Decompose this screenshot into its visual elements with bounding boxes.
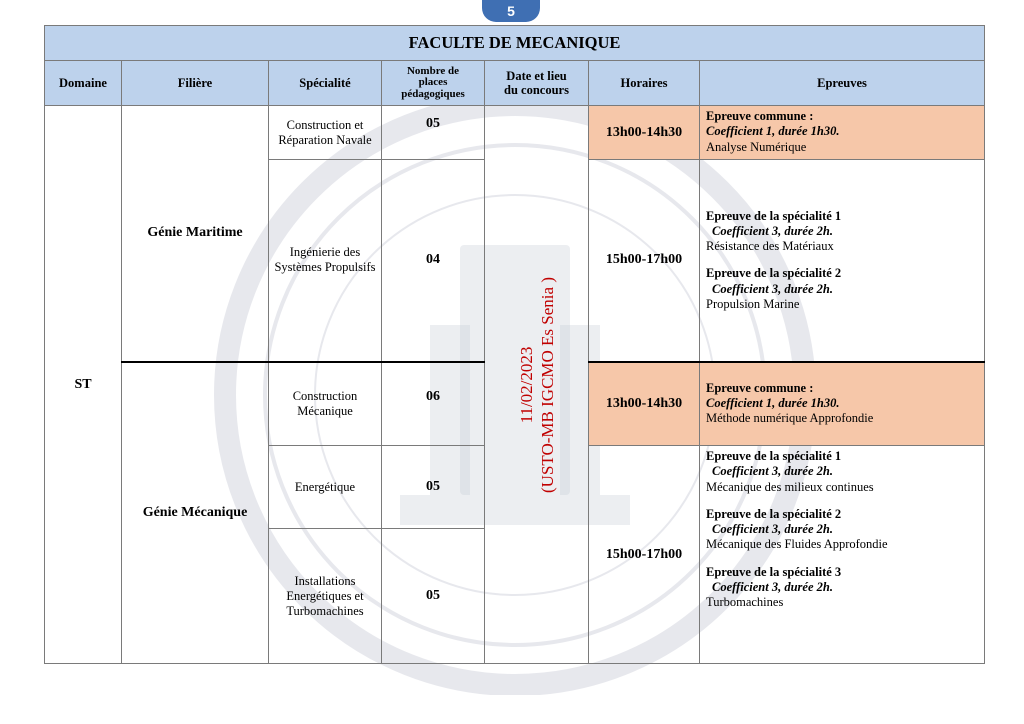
epreuve-block: Epreuve de la spécialité 1 Coefficient 3, durée 2h. Mécanique des milieux continues [706,449,874,494]
domain-cell: ST [45,106,122,664]
places-cell: 04 [382,160,485,362]
exam-schedule-table [44,25,985,664]
faculty-title: FACULTE DE MECANIQUE [45,26,985,61]
header-filiere: Filière [122,61,269,106]
date-lieu-cell [485,106,589,664]
header-places: Nombre de places pédagogiques [382,61,485,106]
header-domaine: Domaine [45,61,122,106]
epreuve-block: Epreuve de la spécialité 1 Coefficient 3, durée 2h. Résistance des Matériaux [706,208,842,253]
epreuve-block: Epreuve de la spécialité 2 Coefficient 3, durée 2h. Propulsion Marine [706,266,842,311]
epreuve-cell [700,362,985,446]
specialite-cell: Installations Energétiques et Turbomachines [269,529,382,664]
epreuve-block: Epreuve commune : Coefficient 1, durée 1h30. Analyse Numérique [706,109,840,154]
places-cell: 05 [382,106,485,160]
horaire-cell: 13h00-14h30 [589,106,700,160]
specialite-cell: Energétique [269,446,382,529]
header-specialite: Spécialité [269,61,382,106]
specialite-cell: Construction Mécanique [269,362,382,446]
header-epreuves: Epreuves [700,61,985,106]
horaire-cell: 13h00-14h30 [589,362,700,446]
header-horaires: Horaires [589,61,700,106]
epreuve-block: Epreuve de la spécialité 2 Coefficient 3, durée 2h. Mécanique des Fluides Approfondie [706,506,888,552]
page-number-badge: 5 [482,0,540,22]
epreuve-cell [700,446,985,664]
places-cell: 05 [382,446,485,529]
filiere-genie-mecanique: Génie Mécanique [122,362,269,664]
epreuve-block: Epreuve commune : Coefficient 1, durée 1h30. Méthode numérique Approfondie [706,380,874,426]
epreuve-block: Epreuve de la spécialité 3 Coefficient 3, durée 2h. Turbomachines [706,564,842,609]
specialite-cell: Construction et Réparation Navale [269,106,382,160]
filiere-genie-maritime: Génie Maritime [122,106,269,362]
horaire-cell: 15h00-17h00 [589,446,700,664]
date-location-text: 11/02/2023 (USTO-MB IGCMO Es Senia ) [516,276,557,493]
places-cell: 06 [382,362,485,446]
places-cell: 05 [382,529,485,664]
specialite-cell: Ingénierie des Systèmes Propulsifs [269,160,382,362]
epreuve-cell [700,106,985,160]
epreuve-cell [700,160,985,362]
header-date-lieu: Date et lieu du concours [485,61,589,106]
horaire-cell: 15h00-17h00 [589,160,700,362]
